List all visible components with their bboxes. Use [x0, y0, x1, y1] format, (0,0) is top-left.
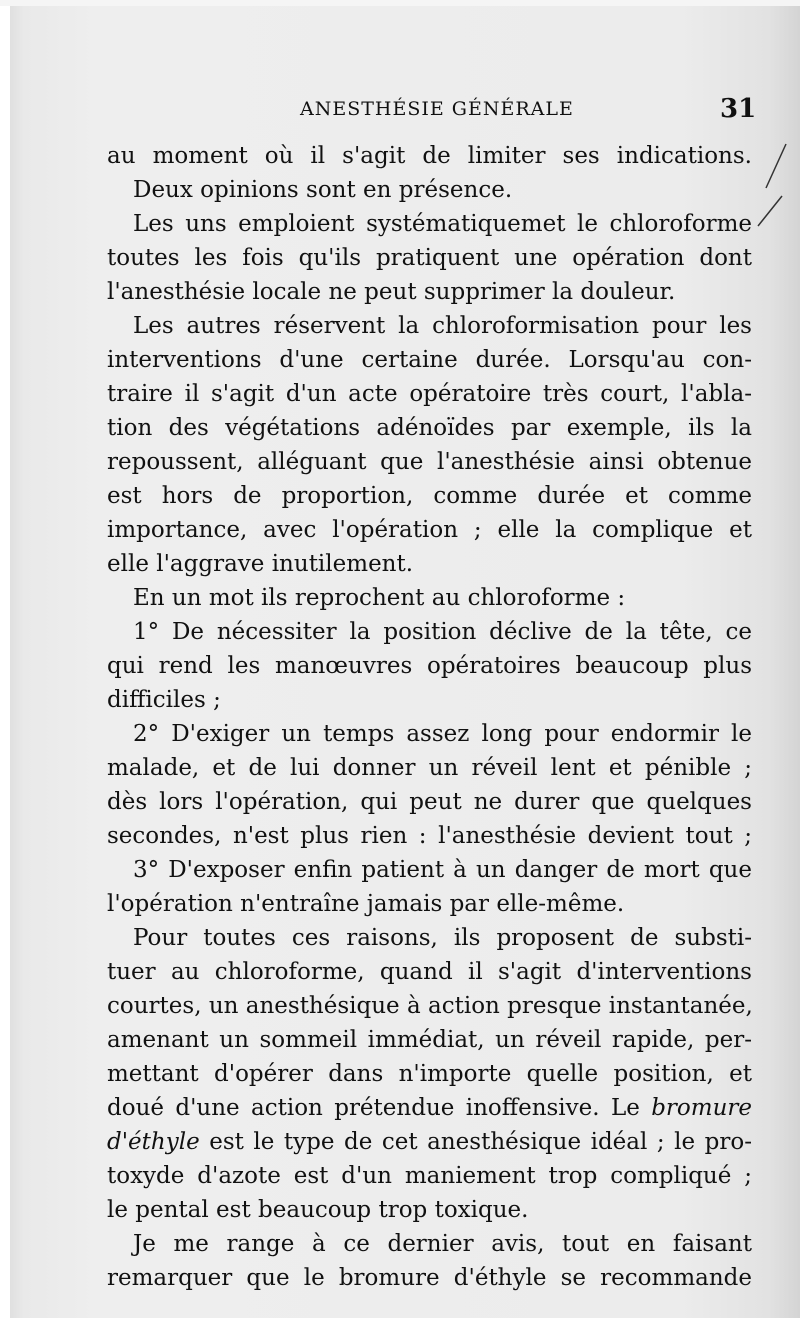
text-line: 1° De nécessiter la position déclive de la tête, ce: [133, 619, 752, 645]
text-line: courtes, un anesthésique à action presque instantanée,: [107, 993, 753, 1019]
scan-bottom-margin: [0, 1318, 800, 1335]
text-line: le pental est beaucoup trop toxique.: [107, 1197, 529, 1223]
text-line: Les autres réservent la chloroformisation pour les: [133, 313, 752, 339]
text-line: elle l'aggrave inutilement.: [107, 551, 414, 577]
text-line: remarquer que le bromure d'éthyle se recommande: [107, 1265, 752, 1291]
text-line: tion des végétations adénoïdes par exemple, ils la: [107, 415, 752, 441]
text-line: l'opération n'entraîne jamais par elle-même.: [107, 891, 625, 917]
text-line: repoussent, alléguant que l'anesthésie ainsi obtenue: [107, 449, 752, 475]
text-line: toutes les fois qu'ils pratiquent une opération dont: [107, 245, 752, 271]
text-line: [107, 1129, 752, 1155]
text-line: difficiles ;: [107, 687, 221, 713]
text-line: secondes, n'est plus rien : l'anesthésie devient tout ;: [107, 823, 752, 849]
text-segment: est le type de cet anesthésique idéal ; le pro-: [199, 1129, 752, 1155]
text-line: 3° D'exposer enfin patient à un danger de mort que: [133, 857, 752, 883]
text-line: En un mot ils reprochent au chloroforme :: [133, 585, 626, 611]
text-line: malade, et de lui donner un réveil lent et pénible ;: [107, 755, 752, 781]
italic-term: d'éthyle: [107, 1129, 200, 1155]
text-line: importance, avec l'opération ; elle la complique et: [107, 517, 752, 543]
text-line: est hors de proportion, comme durée et comme: [107, 483, 752, 509]
text-line: au moment où il s'agit de limiter ses indications.: [107, 143, 752, 169]
scan-left-margin: [0, 0, 10, 1335]
text-line: toxyde d'azote est d'un maniement trop compliqué ;: [107, 1163, 752, 1189]
text-line: Les uns emploient systématiquemet le chloroforme: [133, 211, 752, 237]
text-line: interventions d'une certaine durée. Lorsqu'au con-: [107, 347, 752, 373]
italic-term: bromure: [651, 1095, 752, 1121]
text-line: traire il s'agit d'un acte opératoire très court, l'abla-: [107, 381, 752, 407]
scan-top-margin: [0, 0, 800, 6]
text-line: Pour toutes ces raisons, ils proposent de substi-: [133, 925, 752, 951]
text-line: amenant un sommeil immédiat, un réveil rapide, per-: [107, 1027, 752, 1053]
page-number: 31: [720, 94, 757, 124]
text-line: [107, 1095, 752, 1121]
text-line: Deux opinions sont en présence.: [133, 177, 513, 203]
text-line: 2° D'exiger un temps assez long pour endormir le: [133, 721, 752, 747]
text-line: tuer au chloroforme, quand il s'agit d'interventions: [107, 959, 752, 985]
text-line: Je me range à ce dernier avis, tout en faisant: [133, 1231, 752, 1257]
margin-ink-mark-icon: [752, 140, 792, 230]
text-line: dès lors l'opération, qui peut ne durer que quelques: [107, 789, 752, 815]
text-segment: doué d'une action prétendue inoffensive. Le: [107, 1095, 652, 1121]
text-line: mettant d'opérer dans n'importe quelle position, et: [107, 1061, 752, 1087]
running-title: ANESTHÉSIE GÉNÉRALE: [300, 98, 574, 120]
text-line: l'anesthésie locale ne peut supprimer la douleur.: [107, 279, 676, 305]
text-line: qui rend les manœuvres opératoires beaucoup plus: [107, 653, 752, 679]
